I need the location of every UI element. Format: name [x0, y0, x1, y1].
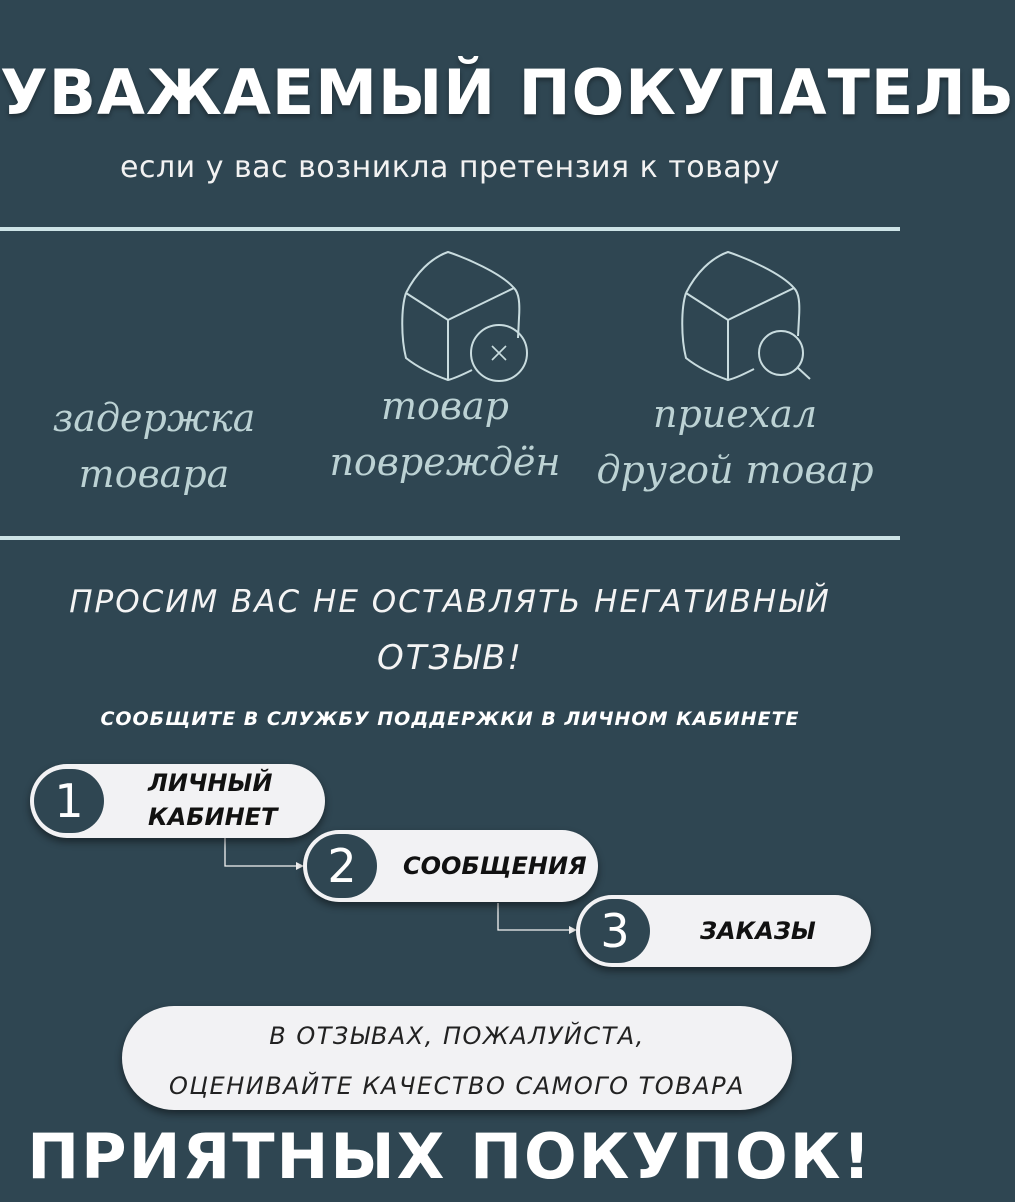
step-1-label-line2: КАБИНЕТ: [148, 803, 278, 831]
step-3-pill: [576, 895, 871, 967]
notice-line1: ПРОСИМ ВАС НЕ ОСТАВЛЯТЬ НЕГАТИВНЫЙ: [69, 584, 831, 620]
issue-delay-line2: товара: [78, 452, 230, 496]
issue-damaged-line2: повреждён: [329, 440, 561, 484]
support-instruction: СООБЩИТЕ В СЛУЖБУ ПОДДЕРЖКИ В ЛИЧНОМ КАБИНЕТЕ: [100, 708, 800, 730]
step-1-pill: [30, 764, 325, 838]
step-2-number: 2: [307, 834, 377, 898]
step-1-label-line1: ЛИЧНЫЙ: [148, 769, 273, 797]
notice-line2: ОТЗЫВ!: [376, 638, 524, 678]
issue-damaged-line1: товар: [380, 384, 509, 428]
page-subtitle: если у вас возникла претензия к товару: [120, 150, 780, 185]
issue-wrong-item-line2: другой товар: [596, 448, 874, 492]
step-3-label: ЗАКАЗЫ: [700, 917, 816, 945]
issue-wrong-item-line1: приехал: [652, 392, 818, 436]
step-2-pill: [303, 830, 598, 902]
reviews-note-line1: В ОТЗЫВАХ, ПОЖАЛУЙСТА,: [269, 1022, 645, 1050]
page-title: УВАЖАЕМЫЙ ПОКУПАТЕЛЬ: [0, 56, 1015, 129]
step-2-label: СООБЩЕНИЯ: [403, 852, 587, 880]
closing-text: ПРИЯТНЫХ ПОКУПОК!: [27, 1120, 873, 1193]
step-3-number: 3: [580, 899, 650, 963]
step-1-number: 1: [34, 769, 104, 833]
reviews-note-line2: ОЦЕНИВАЙТЕ КАЧЕСТВО САМОГО ТОВАРА: [169, 1072, 745, 1100]
issue-delay-line1: задержка: [52, 396, 256, 440]
